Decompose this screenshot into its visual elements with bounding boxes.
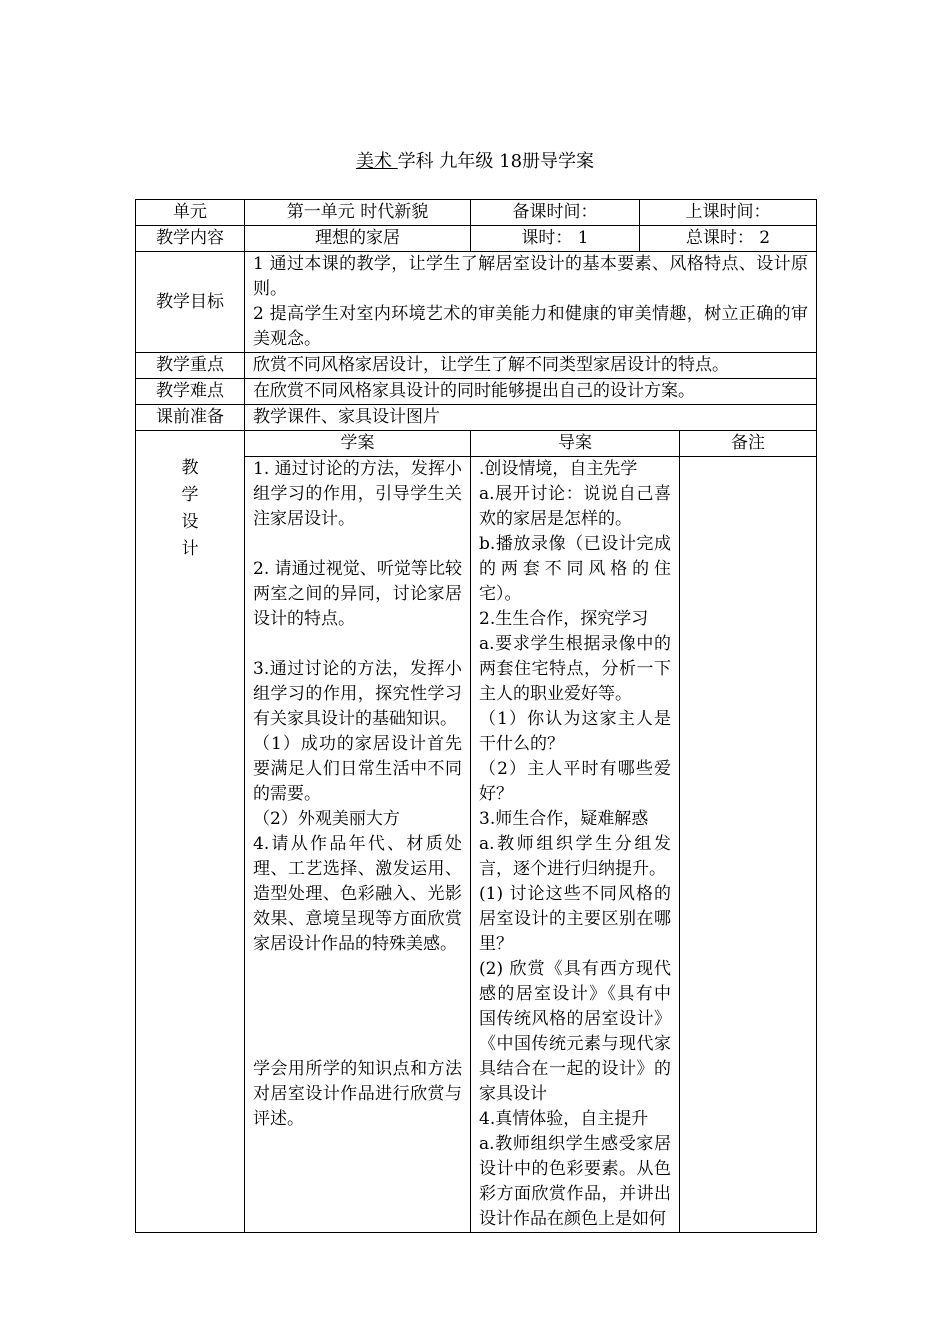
- student-plan-item: 4.请从作品年代、材质处理、工艺选择、激发运用、造型处理、色彩融入、光影效果、意境呈现等方面欣赏家居设计作品的特殊美感。: [253, 834, 462, 954]
- unit-label: 单元: [136, 200, 245, 226]
- content-value: 理想的家居: [245, 226, 471, 252]
- student-plan-item: [253, 1032, 462, 1057]
- notes-content: [680, 457, 817, 1233]
- student-plan-item: [253, 982, 462, 1007]
- design-label-char: 教: [181, 458, 199, 478]
- objective-1: 1 通过本课的教学，让学生了解居室设计的基本要素、风格特点、设计原则。: [253, 254, 808, 299]
- teacher-plan-content: [471, 457, 680, 1233]
- student-plan-item: [253, 1007, 462, 1032]
- difficulty-text: 在欣赏不同风格家具设计的同时能够提出自己的设计方案。: [245, 379, 817, 405]
- student-plan-header: 学案: [245, 431, 471, 457]
- prep-time-label: 备课时间：: [471, 200, 640, 226]
- teacher-plan-header: 导案: [471, 431, 680, 457]
- teacher-plan-item: b.播放录像（已设计完成的两套不同风格的住宅）。: [479, 534, 671, 604]
- teacher-plan-item: 4.真情体验，自主提升: [479, 1109, 649, 1129]
- student-plan-item: （2）外观美丽大方: [253, 809, 400, 829]
- focus-text: 欣赏不同风格家居设计，让学生了解不同类型家居设计的特点。: [245, 353, 817, 379]
- objectives-label: 教学目标: [136, 252, 245, 353]
- design-label-char: 学: [181, 485, 199, 505]
- title-subject: 美术: [355, 151, 398, 172]
- page-title: [0, 150, 950, 174]
- student-plan-item: [253, 957, 462, 982]
- student-plan-item: 3.通过讨论的方法，发挥小组学习的作用，探究性学习有关家具设计的基础知识。: [253, 659, 462, 729]
- hours-label: 课时： 1: [471, 226, 640, 252]
- student-plan-content: [245, 457, 471, 1233]
- teacher-plan-item: a.要求学生根据录像中的两套住宅特点，分析一下主人的职业爱好等。: [479, 634, 671, 704]
- focus-label: 教学重点: [136, 353, 245, 379]
- lesson-plan-table: [135, 199, 817, 1233]
- title-part2: 册导学案: [522, 151, 595, 172]
- difficulty-label: 教学难点: [136, 379, 245, 405]
- student-plan-item: （1）成功的家居设计首先要满足人们日常生活中不同的需要。: [253, 734, 462, 804]
- teacher-plan-item: （2）主人平时有哪些爱好？: [479, 759, 671, 804]
- teacher-plan-item: (1) 讨论这些不同风格的居室设计的主要区别在哪里？: [479, 884, 671, 954]
- total-hours-label: 总课时： 2: [640, 226, 817, 252]
- preparation-label: 课前准备: [136, 405, 245, 431]
- teacher-plan-item: a.教师组织学生感受家居设计中的色彩要素。从色彩方面欣赏作品，并讲出设计作品在颜色上是如何: [479, 1134, 671, 1229]
- design-label-char: 计: [181, 539, 199, 559]
- student-plan-item: [253, 632, 462, 657]
- title-grade: 年级 18: [457, 151, 523, 172]
- teacher-plan-item: （1）你认为这家主人是干什么的？: [479, 709, 671, 754]
- class-time-label: 上课时间：: [640, 200, 817, 226]
- objective-2: 2 提高学生对室内环境艺术的审美能力和健康的审美情趣，树立正确的审美观念。: [253, 304, 808, 349]
- student-plan-item: 2. 请通过视觉、听觉等比较两室之间的异同，讨论家居设计的特点。: [253, 559, 462, 629]
- student-plan-item: [253, 532, 462, 557]
- teacher-plan-item: 3.师生合作，疑难解惑: [479, 809, 649, 829]
- unit-value: 第一单元 时代新貌: [245, 200, 471, 226]
- title-part1: 学科 九: [397, 151, 458, 172]
- teacher-plan-item: 2.生生合作，探究学习: [479, 609, 649, 629]
- teacher-plan-item: (2) 欣赏《具有西方现代感的居室设计》《具有中国传统风格的居室设计》《中国传统元素与现代家具结合在一起的设计》的家具设计: [479, 959, 671, 1104]
- preparation-text: 教学课件、家具设计图片: [245, 405, 817, 431]
- student-plan-item: 1. 通过讨论的方法，发挥小组学习的作用，引导学生关注家居设计。: [253, 459, 462, 529]
- design-label: [136, 431, 245, 1233]
- teacher-plan-item: a.展开讨论：说说自己喜欢的家居是怎样的。: [479, 484, 671, 529]
- notes-header: 备注: [680, 431, 817, 457]
- design-label-char: 设: [181, 512, 199, 532]
- objectives-text: [245, 252, 817, 353]
- teacher-plan-item: .创设情境，自主先学: [479, 459, 638, 479]
- student-plan-item: 学会用所学的知识点和方法对居室设计作品进行欣赏与评述。: [253, 1059, 462, 1129]
- teacher-plan-item: a.教师组织学生分组发言，逐个进行归纳提升。: [479, 834, 671, 879]
- content-label: 教学内容: [136, 226, 245, 252]
